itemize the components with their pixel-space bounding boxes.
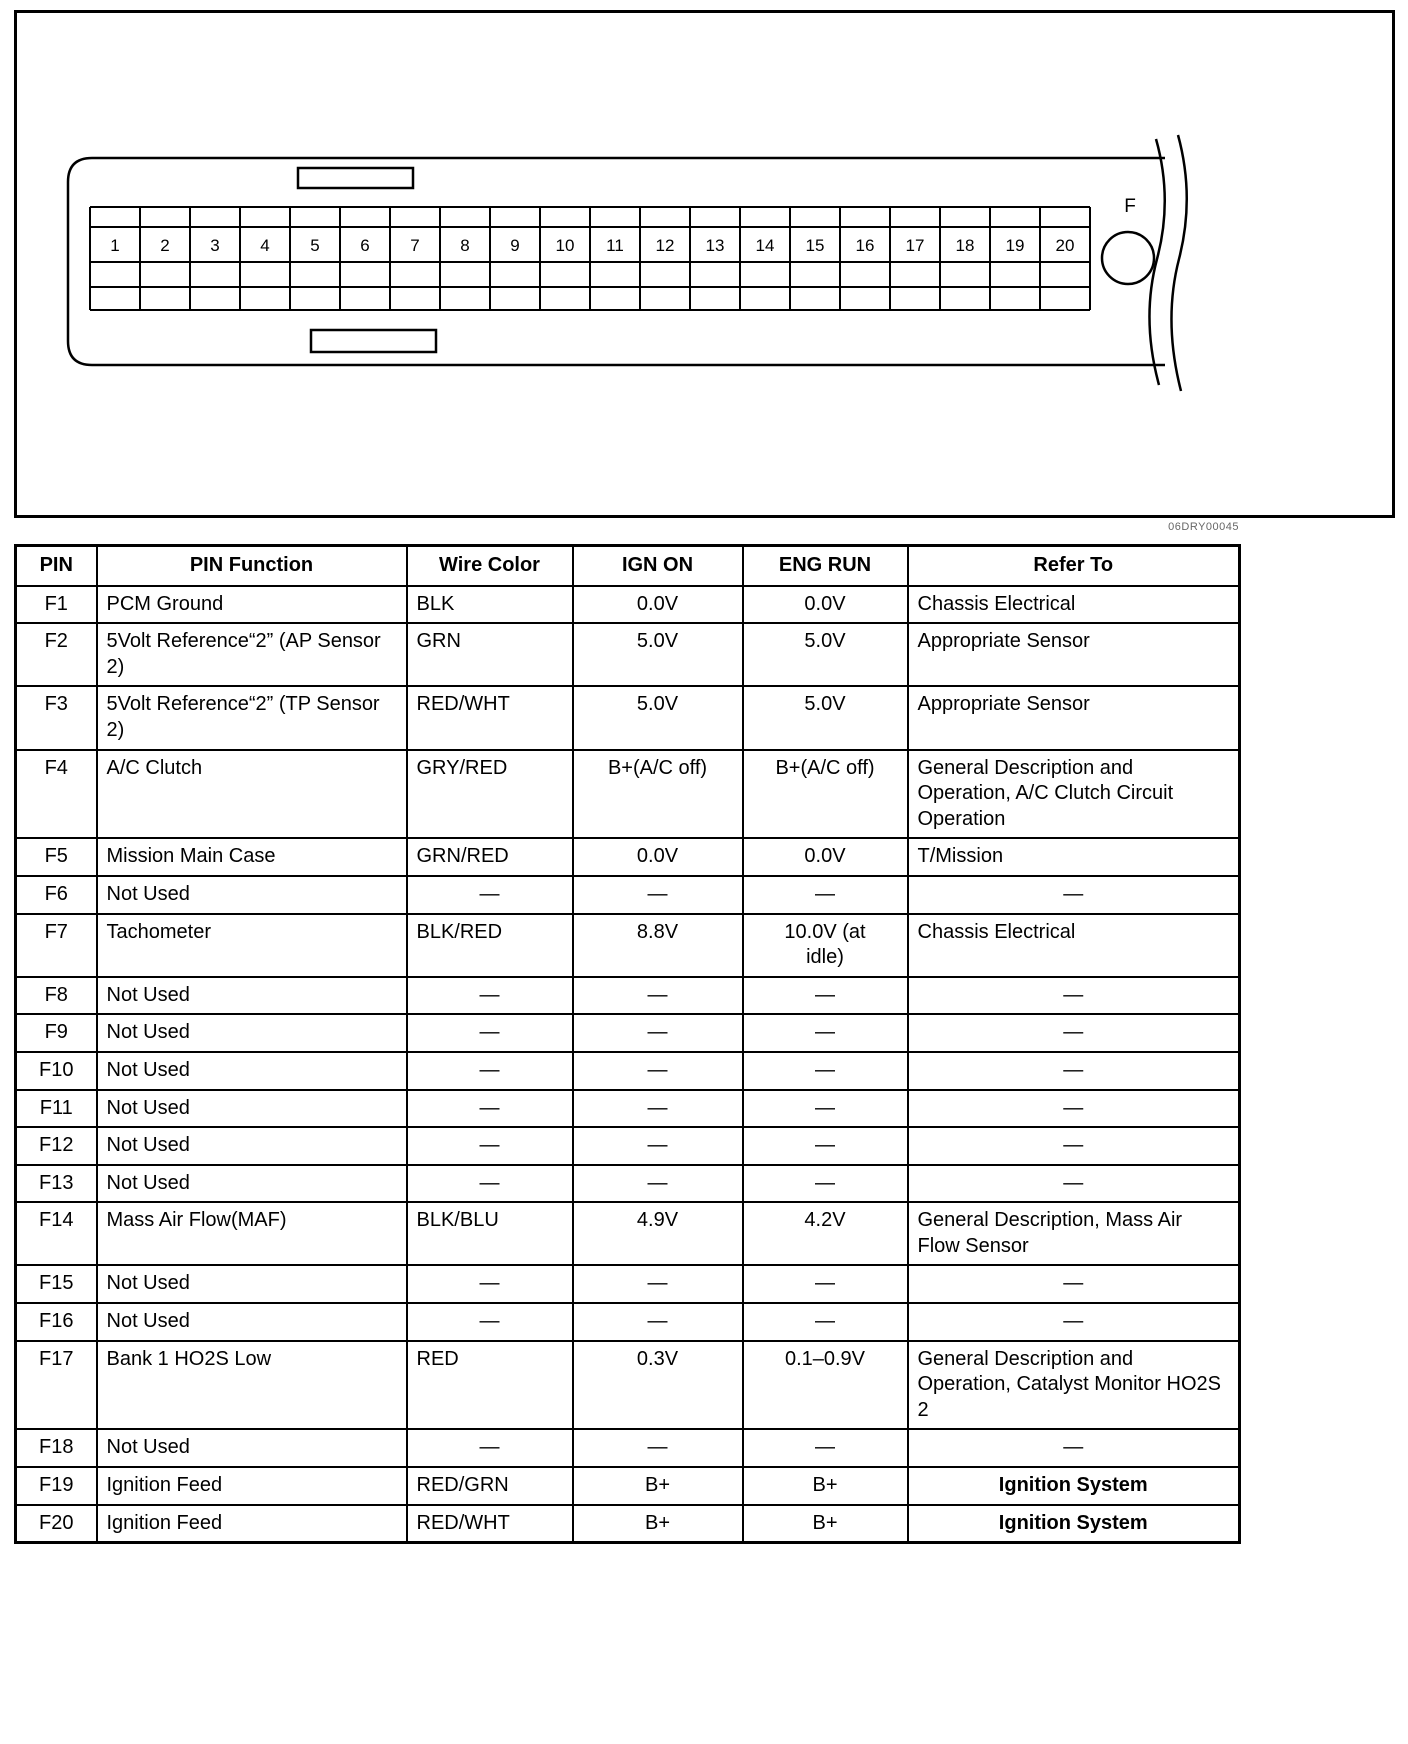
cell-wire-color: RED	[407, 1341, 573, 1430]
pin-number: 4	[260, 236, 270, 255]
connector-figure-wrap	[14, 10, 1395, 533]
cell-eng-run: —	[743, 1014, 908, 1052]
cell-refer-to: Ignition System	[908, 1505, 1240, 1543]
connector-bottom-tab	[311, 330, 436, 352]
cell-refer-to: General Description and Operation, Catalyst Monitor HO2S 2	[908, 1341, 1240, 1430]
table-row	[16, 1303, 1240, 1341]
cell-wire-color: GRY/RED	[407, 750, 573, 839]
cell-refer-to: Appropriate Sensor	[908, 623, 1240, 686]
cell-pin: F1	[16, 586, 97, 624]
cell-wire-color: —	[407, 977, 573, 1015]
cell-pin: F8	[16, 977, 97, 1015]
pin-number: 2	[160, 236, 170, 255]
table-row	[16, 586, 1240, 624]
cell-function: A/C Clutch	[97, 750, 407, 839]
cell-function: Mass Air Flow(MAF)	[97, 1202, 407, 1265]
cell-ign-on: —	[573, 1303, 743, 1341]
cell-pin: F12	[16, 1127, 97, 1165]
cell-eng-run: —	[743, 876, 908, 914]
pin-number-labels	[110, 236, 1074, 255]
cell-refer-to: Chassis Electrical	[908, 586, 1240, 624]
table-row	[16, 1505, 1240, 1543]
pin-number: 16	[855, 236, 875, 255]
cell-wire-color: —	[407, 1165, 573, 1203]
pin-number: 17	[905, 236, 925, 255]
cell-refer-to: T/Mission	[908, 838, 1240, 876]
table-row	[16, 1165, 1240, 1203]
pin-number: 9	[510, 236, 520, 255]
cell-function: PCM Ground	[97, 586, 407, 624]
cell-refer-to: Appropriate Sensor	[908, 686, 1240, 749]
cell-wire-color: RED/WHT	[407, 1505, 573, 1543]
cell-ign-on: B+	[573, 1505, 743, 1543]
cell-wire-color: GRN/RED	[407, 838, 573, 876]
table-row	[16, 1052, 1240, 1090]
cell-pin: F6	[16, 876, 97, 914]
cell-refer-to: Ignition System	[908, 1467, 1240, 1505]
pin-number: 13	[705, 236, 725, 255]
cell-wire-color: —	[407, 1090, 573, 1128]
table-row	[16, 1127, 1240, 1165]
cell-refer-to: General Description and Operation, A/C Clutch Circuit Operation	[908, 750, 1240, 839]
connector-diagram	[17, 13, 1392, 515]
table-row	[16, 750, 1240, 839]
cell-ign-on: 0.0V	[573, 586, 743, 624]
cell-eng-run: 10.0V (at idle)	[743, 914, 908, 977]
cell-pin: F19	[16, 1467, 97, 1505]
cell-wire-color: —	[407, 1052, 573, 1090]
cell-ign-on: 8.8V	[573, 914, 743, 977]
cell-refer-to: —	[908, 1429, 1240, 1467]
pin-number: 1	[110, 236, 120, 255]
cell-wire-color: —	[407, 1303, 573, 1341]
cell-pin: F17	[16, 1341, 97, 1430]
cell-function: Mission Main Case	[97, 838, 407, 876]
cell-pin: F4	[16, 750, 97, 839]
cell-function: Not Used	[97, 977, 407, 1015]
pin-table-body	[16, 586, 1240, 1543]
cell-ign-on: 5.0V	[573, 623, 743, 686]
cell-eng-run: 5.0V	[743, 686, 908, 749]
cell-ign-on: B+(A/C off)	[573, 750, 743, 839]
pin-number: 11	[606, 236, 624, 255]
table-row	[16, 686, 1240, 749]
cell-pin: F18	[16, 1429, 97, 1467]
pin-number: 7	[410, 236, 420, 255]
cell-ign-on: —	[573, 1429, 743, 1467]
cell-wire-color: RED/GRN	[407, 1467, 573, 1505]
cell-wire-color: —	[407, 1429, 573, 1467]
cell-eng-run: —	[743, 1165, 908, 1203]
column-header: PIN Function	[97, 546, 407, 586]
break-line-right	[1171, 135, 1186, 391]
cell-pin: F7	[16, 914, 97, 977]
pin-number: 12	[655, 236, 675, 255]
cell-ign-on: 4.9V	[573, 1202, 743, 1265]
column-header: ENG RUN	[743, 546, 908, 586]
pinout-table	[14, 544, 1241, 1544]
cell-pin: F5	[16, 838, 97, 876]
cell-refer-to: —	[908, 876, 1240, 914]
cell-pin: F15	[16, 1265, 97, 1303]
cell-pin: F3	[16, 686, 97, 749]
table-row	[16, 623, 1240, 686]
cell-eng-run: 0.0V	[743, 586, 908, 624]
cell-function: Not Used	[97, 1014, 407, 1052]
cell-refer-to: General Description, Mass Air Flow Sensor	[908, 1202, 1240, 1265]
pin-number: 19	[1005, 236, 1025, 255]
cell-ign-on: —	[573, 1052, 743, 1090]
cell-ign-on: —	[573, 1090, 743, 1128]
cell-eng-run: 0.0V	[743, 838, 908, 876]
cell-ign-on: —	[573, 1165, 743, 1203]
break-line-left	[1149, 139, 1164, 385]
cell-function: Tachometer	[97, 914, 407, 977]
cell-refer-to: —	[908, 1165, 1240, 1203]
cell-ign-on: 5.0V	[573, 686, 743, 749]
cell-function: Not Used	[97, 1165, 407, 1203]
table-row	[16, 1202, 1240, 1265]
cell-ign-on: —	[573, 977, 743, 1015]
pin-number: 20	[1055, 236, 1075, 255]
cell-ign-on: —	[573, 1265, 743, 1303]
cell-pin: F20	[16, 1505, 97, 1543]
figure-code: 06DRY00045	[1168, 521, 1239, 533]
cell-refer-to: —	[908, 1090, 1240, 1128]
cell-wire-color: BLK	[407, 586, 573, 624]
cell-refer-to: —	[908, 1265, 1240, 1303]
table-row	[16, 1265, 1240, 1303]
column-header: Refer To	[908, 546, 1240, 586]
cell-function: Not Used	[97, 1265, 407, 1303]
cell-wire-color: GRN	[407, 623, 573, 686]
cell-pin: F11	[16, 1090, 97, 1128]
pin-number: 14	[755, 236, 775, 255]
cell-eng-run: —	[743, 1429, 908, 1467]
connector-figure-box	[14, 10, 1395, 518]
pin-number: 18	[955, 236, 975, 255]
cell-eng-run: B+	[743, 1467, 908, 1505]
pin-number: 15	[805, 236, 825, 255]
cell-function: Not Used	[97, 1090, 407, 1128]
cell-pin: F16	[16, 1303, 97, 1341]
cell-function: Not Used	[97, 1052, 407, 1090]
cell-function: Bank 1 HO2S Low	[97, 1341, 407, 1430]
cell-wire-color: —	[407, 1127, 573, 1165]
cell-pin: F14	[16, 1202, 97, 1265]
table-row	[16, 1429, 1240, 1467]
cell-function: Not Used	[97, 1303, 407, 1341]
cell-function: Not Used	[97, 876, 407, 914]
table-header-row	[16, 546, 1240, 586]
cell-function: 5Volt Reference“2” (TP Sensor 2)	[97, 686, 407, 749]
cell-function: 5Volt Reference“2” (AP Sensor 2)	[97, 623, 407, 686]
cell-eng-run: B+(A/C off)	[743, 750, 908, 839]
table-row	[16, 1014, 1240, 1052]
cell-eng-run: —	[743, 1303, 908, 1341]
cell-pin: F2	[16, 623, 97, 686]
cell-ign-on: —	[573, 1014, 743, 1052]
cell-ign-on: 0.0V	[573, 838, 743, 876]
table-row	[16, 1467, 1240, 1505]
cell-eng-run: 5.0V	[743, 623, 908, 686]
table-row	[16, 1090, 1240, 1128]
cell-wire-color: BLK/RED	[407, 914, 573, 977]
column-header: Wire Color	[407, 546, 573, 586]
cell-eng-run: —	[743, 977, 908, 1015]
connector-top-tab	[298, 168, 413, 188]
cell-pin: F13	[16, 1165, 97, 1203]
cell-function: Not Used	[97, 1127, 407, 1165]
cell-eng-run: —	[743, 1127, 908, 1165]
connector-letter-label: F	[1124, 196, 1136, 217]
cell-ign-on: B+	[573, 1467, 743, 1505]
cell-wire-color: —	[407, 1014, 573, 1052]
cell-pin: F9	[16, 1014, 97, 1052]
cell-function: Ignition Feed	[97, 1505, 407, 1543]
page	[0, 10, 1408, 1544]
table-row	[16, 876, 1240, 914]
cell-eng-run: B+	[743, 1505, 908, 1543]
cell-eng-run: 4.2V	[743, 1202, 908, 1265]
connector-alignment-hole	[1102, 232, 1154, 284]
cell-refer-to: —	[908, 1127, 1240, 1165]
cell-eng-run: —	[743, 1090, 908, 1128]
cell-function: Not Used	[97, 1429, 407, 1467]
pin-grid-lines	[90, 207, 1090, 310]
cell-eng-run: 0.1–0.9V	[743, 1341, 908, 1430]
cell-wire-color: —	[407, 876, 573, 914]
cell-ign-on: —	[573, 1127, 743, 1165]
cell-ign-on: —	[573, 876, 743, 914]
table-row	[16, 1341, 1240, 1430]
cell-wire-color: BLK/BLU	[407, 1202, 573, 1265]
cell-refer-to: Chassis Electrical	[908, 914, 1240, 977]
column-header: PIN	[16, 546, 97, 586]
cell-eng-run: —	[743, 1052, 908, 1090]
cell-pin: F10	[16, 1052, 97, 1090]
table-row	[16, 977, 1240, 1015]
cell-eng-run: —	[743, 1265, 908, 1303]
pin-number: 5	[310, 236, 320, 255]
cell-function: Ignition Feed	[97, 1467, 407, 1505]
cell-refer-to: —	[908, 1052, 1240, 1090]
pin-number: 10	[555, 236, 575, 255]
pin-number: 6	[360, 236, 370, 255]
cell-refer-to: —	[908, 1014, 1240, 1052]
pin-number: 3	[210, 236, 220, 255]
cell-ign-on: 0.3V	[573, 1341, 743, 1430]
column-header: IGN ON	[573, 546, 743, 586]
cell-refer-to: —	[908, 977, 1240, 1015]
pin-number: 8	[460, 236, 470, 255]
table-row	[16, 838, 1240, 876]
cell-refer-to: —	[908, 1303, 1240, 1341]
cell-wire-color: RED/WHT	[407, 686, 573, 749]
table-row	[16, 914, 1240, 977]
cell-wire-color: —	[407, 1265, 573, 1303]
